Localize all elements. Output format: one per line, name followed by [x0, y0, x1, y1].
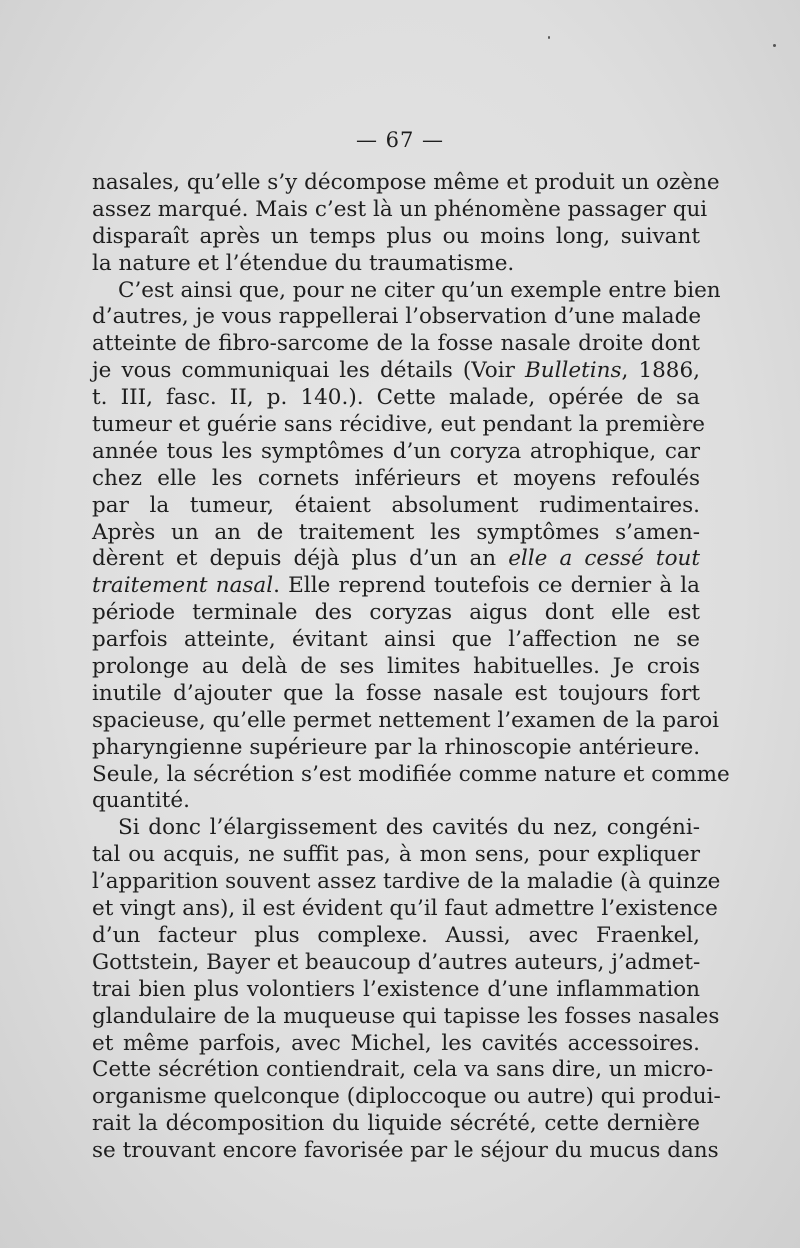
body-text	[92, 170, 730, 1165]
text-line: et même parfois, avec Michel, les cavités accessoires.	[92, 1030, 700, 1056]
text-line	[92, 358, 700, 385]
text-line: Après un an de traitement les symptômes s’amen-	[92, 519, 700, 545]
text-line: la nature et l’étendue du traumatisme.	[92, 250, 515, 276]
ink-speck	[548, 36, 550, 39]
text-line: se trouvant encore favorisée par le séjour du mucus dans	[92, 1138, 719, 1164]
text-line: C’est ainsi que, pour ne citer qu’un exemple entre bien	[118, 277, 721, 303]
text-line: tal ou acquis, ne suffit pas, à mon sens, pour expliquer	[92, 842, 700, 868]
text-line: l’apparition souvent assez tardive de la maladie (à quinze	[92, 869, 721, 895]
text-line: t. III, fasc. II, p. 140.). Cette malade, opérée de sa	[92, 385, 700, 411]
text-line: Si donc l’élargissement des cavités du nez, congéni-	[118, 815, 700, 841]
ink-speck	[773, 44, 776, 47]
italic-text: traitement nasal	[92, 573, 274, 599]
text-line: et vingt ans), il est évident qu’il faut admettre l’existence	[92, 896, 718, 922]
text-line	[92, 546, 700, 573]
text-segment: dèrent et depuis déjà plus d’un an	[92, 546, 509, 572]
text-segment: , 1886,	[621, 358, 700, 384]
text-line: atteinte de fibro-sarcome de la fosse nasale droite dont	[92, 331, 700, 357]
text-segment: . Elle reprend toutefois ce dernier à la	[273, 573, 700, 599]
text-line: par la tumeur, étaient absolument rudimentaires.	[92, 492, 700, 518]
text-segment: je vous communiquai les détails (Voir	[92, 358, 525, 384]
text-line: Cette sécrétion contiendrait, cela va sans dire, un micro-	[92, 1057, 714, 1083]
page-number: — 67 —	[355, 128, 445, 152]
text-line: d’un facteur plus complexe. Aussi, avec Fraenkel,	[92, 922, 700, 948]
text-line: rait la décomposition du liquide sécrété, cette dernière	[92, 1111, 700, 1137]
text-line: assez marqué. Mais c’est là un phénomène passager qui	[92, 196, 708, 222]
text-line: prolonge au delà de ses limites habituelles. Je crois	[92, 654, 700, 680]
text-line: période terminale des coryzas aigus dont elle est	[92, 600, 700, 626]
italic-text: Bulletins	[524, 358, 622, 384]
text-line: organisme quelconque (diploccoque ou autre) qui produi-	[92, 1084, 721, 1110]
text-line: chez elle les cornets inférieurs et moyens refoulés	[92, 465, 700, 491]
text-line: année tous les symptômes d’un coryza atrophique, car	[92, 438, 700, 464]
text-line: disparaît après un temps plus ou moins long, suivant	[92, 223, 700, 249]
text-line: quantité.	[92, 788, 190, 814]
text-line: pharyngienne supérieure par la rhinoscopie antérieure.	[92, 734, 701, 760]
text-line: glandulaire de la muqueuse qui tapisse les fosses nasales	[92, 1003, 720, 1029]
text-line: parfois atteinte, évitant ainsi que l’affection ne se	[92, 627, 700, 653]
text-line: Gottstein, Bayer et beaucoup d’autres auteurs, j’admet-	[92, 949, 701, 975]
italic-text: elle a cessé tout	[508, 546, 700, 572]
text-line: inutile d’ajouter que la fosse nasale est toujours fort	[92, 680, 700, 706]
text-line: spacieuse, qu’elle permet nettement l’examen de la paroi	[92, 707, 720, 733]
text-line: Seule, la sécrétion s’est modifiée comme nature et comme	[92, 761, 730, 787]
text-line: tumeur et guérie sans récidive, eut pendant la première	[92, 412, 706, 438]
text-line: trai bien plus volontiers l’existence d’une inflammation	[92, 976, 700, 1002]
text-line	[92, 573, 700, 600]
text-line: d’autres, je vous rappellerai l’observation d’une malade	[92, 304, 702, 330]
text-line: nasales, qu’elle s’y décompose même et produit un ozène	[92, 170, 720, 195]
